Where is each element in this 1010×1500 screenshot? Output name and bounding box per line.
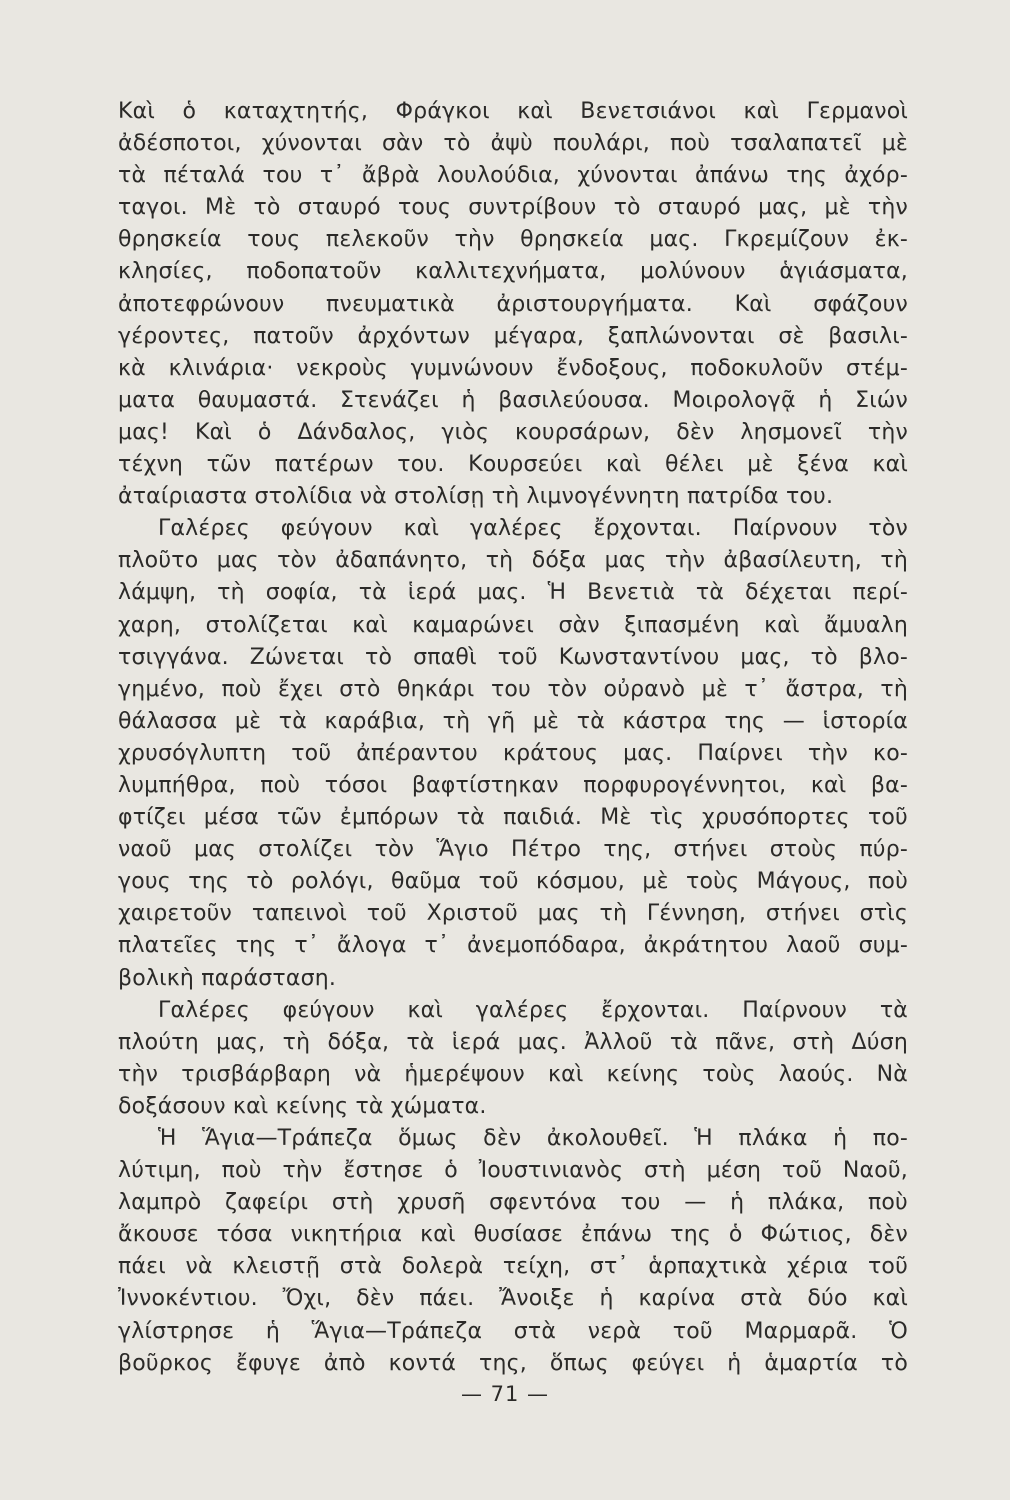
- text-line: κὰ κλινάρια· νεκροὺς γυμνώνουν ἔνδοξους, ποδοκυλοῦν στέμ-: [118, 355, 908, 381]
- text-line: Γαλέρες φεύγουν καὶ γαλέρες ἔρχονται. Παίρνουν τὸν: [158, 516, 908, 542]
- text-line: κλησίες, ποδοπατοῦν καλλιτεχνήματα, μολύνουν ἁγιάσματα,: [118, 259, 908, 285]
- page-number: — 71 —: [460, 1382, 550, 1406]
- text-line: τέχνη τῶν πατέρων του. Κουρσεύει καὶ θέλει μὲ ξένα καὶ: [118, 452, 908, 478]
- text-line: ταγοι. Μὲ τὸ σταυρό τους συντρίβουν τὸ σταυρό μας, μὲ τὴν: [118, 195, 908, 221]
- text-line: πλούτη μας, τὴ δόξα, τὰ ἱερά μας. Ἀλλοῦ τὰ πᾶνε, στὴ Δύση: [118, 1029, 908, 1055]
- text-line: γους της τὸ ρολόγι, θαῦμα τοῦ κόσμου, μὲ τοὺς Μάγους, ποὺ: [118, 869, 908, 895]
- text-line: Ἡ Ἅγια—Τράπεζα ὅμως δὲν ἀκολουθεῖ. Ἡ πλάκα ἡ πο-: [158, 1126, 908, 1151]
- text-line: φτίζει μέσα τῶν ἐμπόρων τὰ παιδιά. Μὲ τὶς χρυσόπορτες τοῦ: [118, 805, 908, 831]
- text-line: πλατεῖες της τ᾿ ἄλογα τ᾿ ἀνεμοπόδαρα, ἀκράτητου λαοῦ συμ-: [118, 933, 908, 959]
- text-line: Ἰννοκέντιου. Ὄχι, δὲν πάει. Ἄνοιξε ἡ καρίνα στὰ δύο καὶ: [118, 1286, 908, 1312]
- text-line: Καὶ ὁ καταχτητής, Φράγκοι καὶ Βενετσιάνοι καὶ Γερμανοὶ: [118, 99, 908, 124]
- text-line: λύτιμη, ποὺ τὴν ἔστησε ὁ Ἰουστινιανὸς στὴ μέση τοῦ Ναοῦ,: [118, 1158, 908, 1184]
- text-line: τσιγγάνα. Ζώνεται τὸ σπαθὶ τοῦ Κωνσταντίνου μας, τὸ βλο-: [118, 644, 908, 670]
- text-line: ἀταίριαστα στολίδια νὰ στολίσῃ τὴ λιμνογέννητη πατρίδα του.: [118, 484, 834, 510]
- text-line: πλοῦτο μας τὸν ἀδαπάνητο, τὴ δόξα μας τὴν ἀβασίλευτη, τὴ: [118, 548, 908, 574]
- text-line: γέροντες, πατοῦν ἀρχόντων μέγαρα, ξαπλώνονται σὲ βασιλι-: [118, 323, 908, 349]
- text-line: βολικὴ παράσταση.: [118, 965, 337, 991]
- text-line: λάμψη, τὴ σοφία, τὰ ἱερά μας. Ἡ Βενετιὰ τὰ δέχεται περί-: [118, 580, 908, 606]
- text-line: ἀδέσποτοι, χύνονται σὰν τὸ ἀψὺ πουλάρι, ποὺ τσαλαπατεῖ μὲ: [118, 131, 908, 157]
- text-line: Γαλέρες φεύγουν καὶ γαλέρες ἔρχονται. Παίρνουν τὰ: [158, 997, 908, 1023]
- text-line: τὴν τρισβάρβαρη νὰ ἡμερέψουν καὶ κείνης τοὺς λαούς. Νὰ: [118, 1061, 908, 1087]
- text-line: λαμπρὸ ζαφείρι στὴ χρυσῆ σφεντόνα του — ἡ πλάκα, ποὺ: [118, 1190, 908, 1216]
- text-line: θάλασσα μὲ τὰ καράβια, τὴ γῆ μὲ τὰ κάστρα της — ἱστορία: [118, 708, 908, 734]
- text-line: θρησκεία τους πελεκοῦν τὴν θρησκεία μας. Γκρεμίζουν ἐκ-: [118, 227, 908, 253]
- text-line: χαιρετοῦν ταπεινοὶ τοῦ Χριστοῦ μας τὴ Γέννηση, στήνει στὶς: [118, 901, 908, 927]
- text-line: ναοῦ μας στολίζει τὸν Ἅγιο Πέτρο της, στήνει στοὺς πύρ-: [118, 837, 908, 863]
- text-line: χαρη, στολίζεται καὶ καμαρώνει σὰν ξιπασμένη καὶ ἄμυαλη: [118, 612, 908, 638]
- body-text: [118, 96, 908, 1380]
- text-line: χρυσόγλυπτη τοῦ ἀπέραντου κράτους μας. Παίρνει τὴν κο-: [118, 740, 908, 766]
- text-line: μας! Καὶ ὁ Δάνδαλος, γιὸς κουρσάρων, δὲν λησμονεῖ τὴν: [118, 419, 908, 445]
- text-line: γλίστρησε ἡ Ἅγια—Τράπεζα στὰ νερὰ τοῦ Μαρμαρᾶ. Ὁ: [118, 1318, 908, 1344]
- text-line: τὰ πέταλά του τ᾿ ἄβρὰ λουλούδια, χύνονται ἀπάνω της ἀχόρ-: [118, 163, 908, 189]
- text-line: λυμπήθρα, ποὺ τόσοι βαφτίστηκαν πορφυρογέννητοι, καὶ βα-: [118, 772, 908, 798]
- text-line: γημένο, ποὺ ἔχει στὸ θηκάρι του τὸν οὐρανὸ μὲ τ᾿ ἄστρα, τὴ: [118, 676, 908, 702]
- text-line: πάει νὰ κλειστῇ στὰ δολερὰ τείχη, στ᾿ ἁρπαχτικὰ χέρια τοῦ: [118, 1254, 908, 1280]
- text-line: ματα θαυμαστά. Στενάζει ἡ βασιλεύουσα. Μοιρολογᾷ ἡ Σιών: [118, 387, 908, 413]
- text-line: ἀποτεφρώνουν πνευματικὰ ἀριστουργήματα. Καὶ σφάζουν: [118, 291, 908, 317]
- text-line: δοξάσουν καὶ κείνης τὰ χώματα.: [118, 1093, 487, 1119]
- text-line: ἄκουσε τόσα νικητήρια καὶ θυσίασε ἐπάνω της ὁ Φώτιος, δὲν: [118, 1222, 908, 1248]
- text-line: βοῦρκος ἔφυγε ἀπὸ κοντά της, ὅπως φεύγει ἡ ἁμαρτία τὸ: [118, 1350, 908, 1376]
